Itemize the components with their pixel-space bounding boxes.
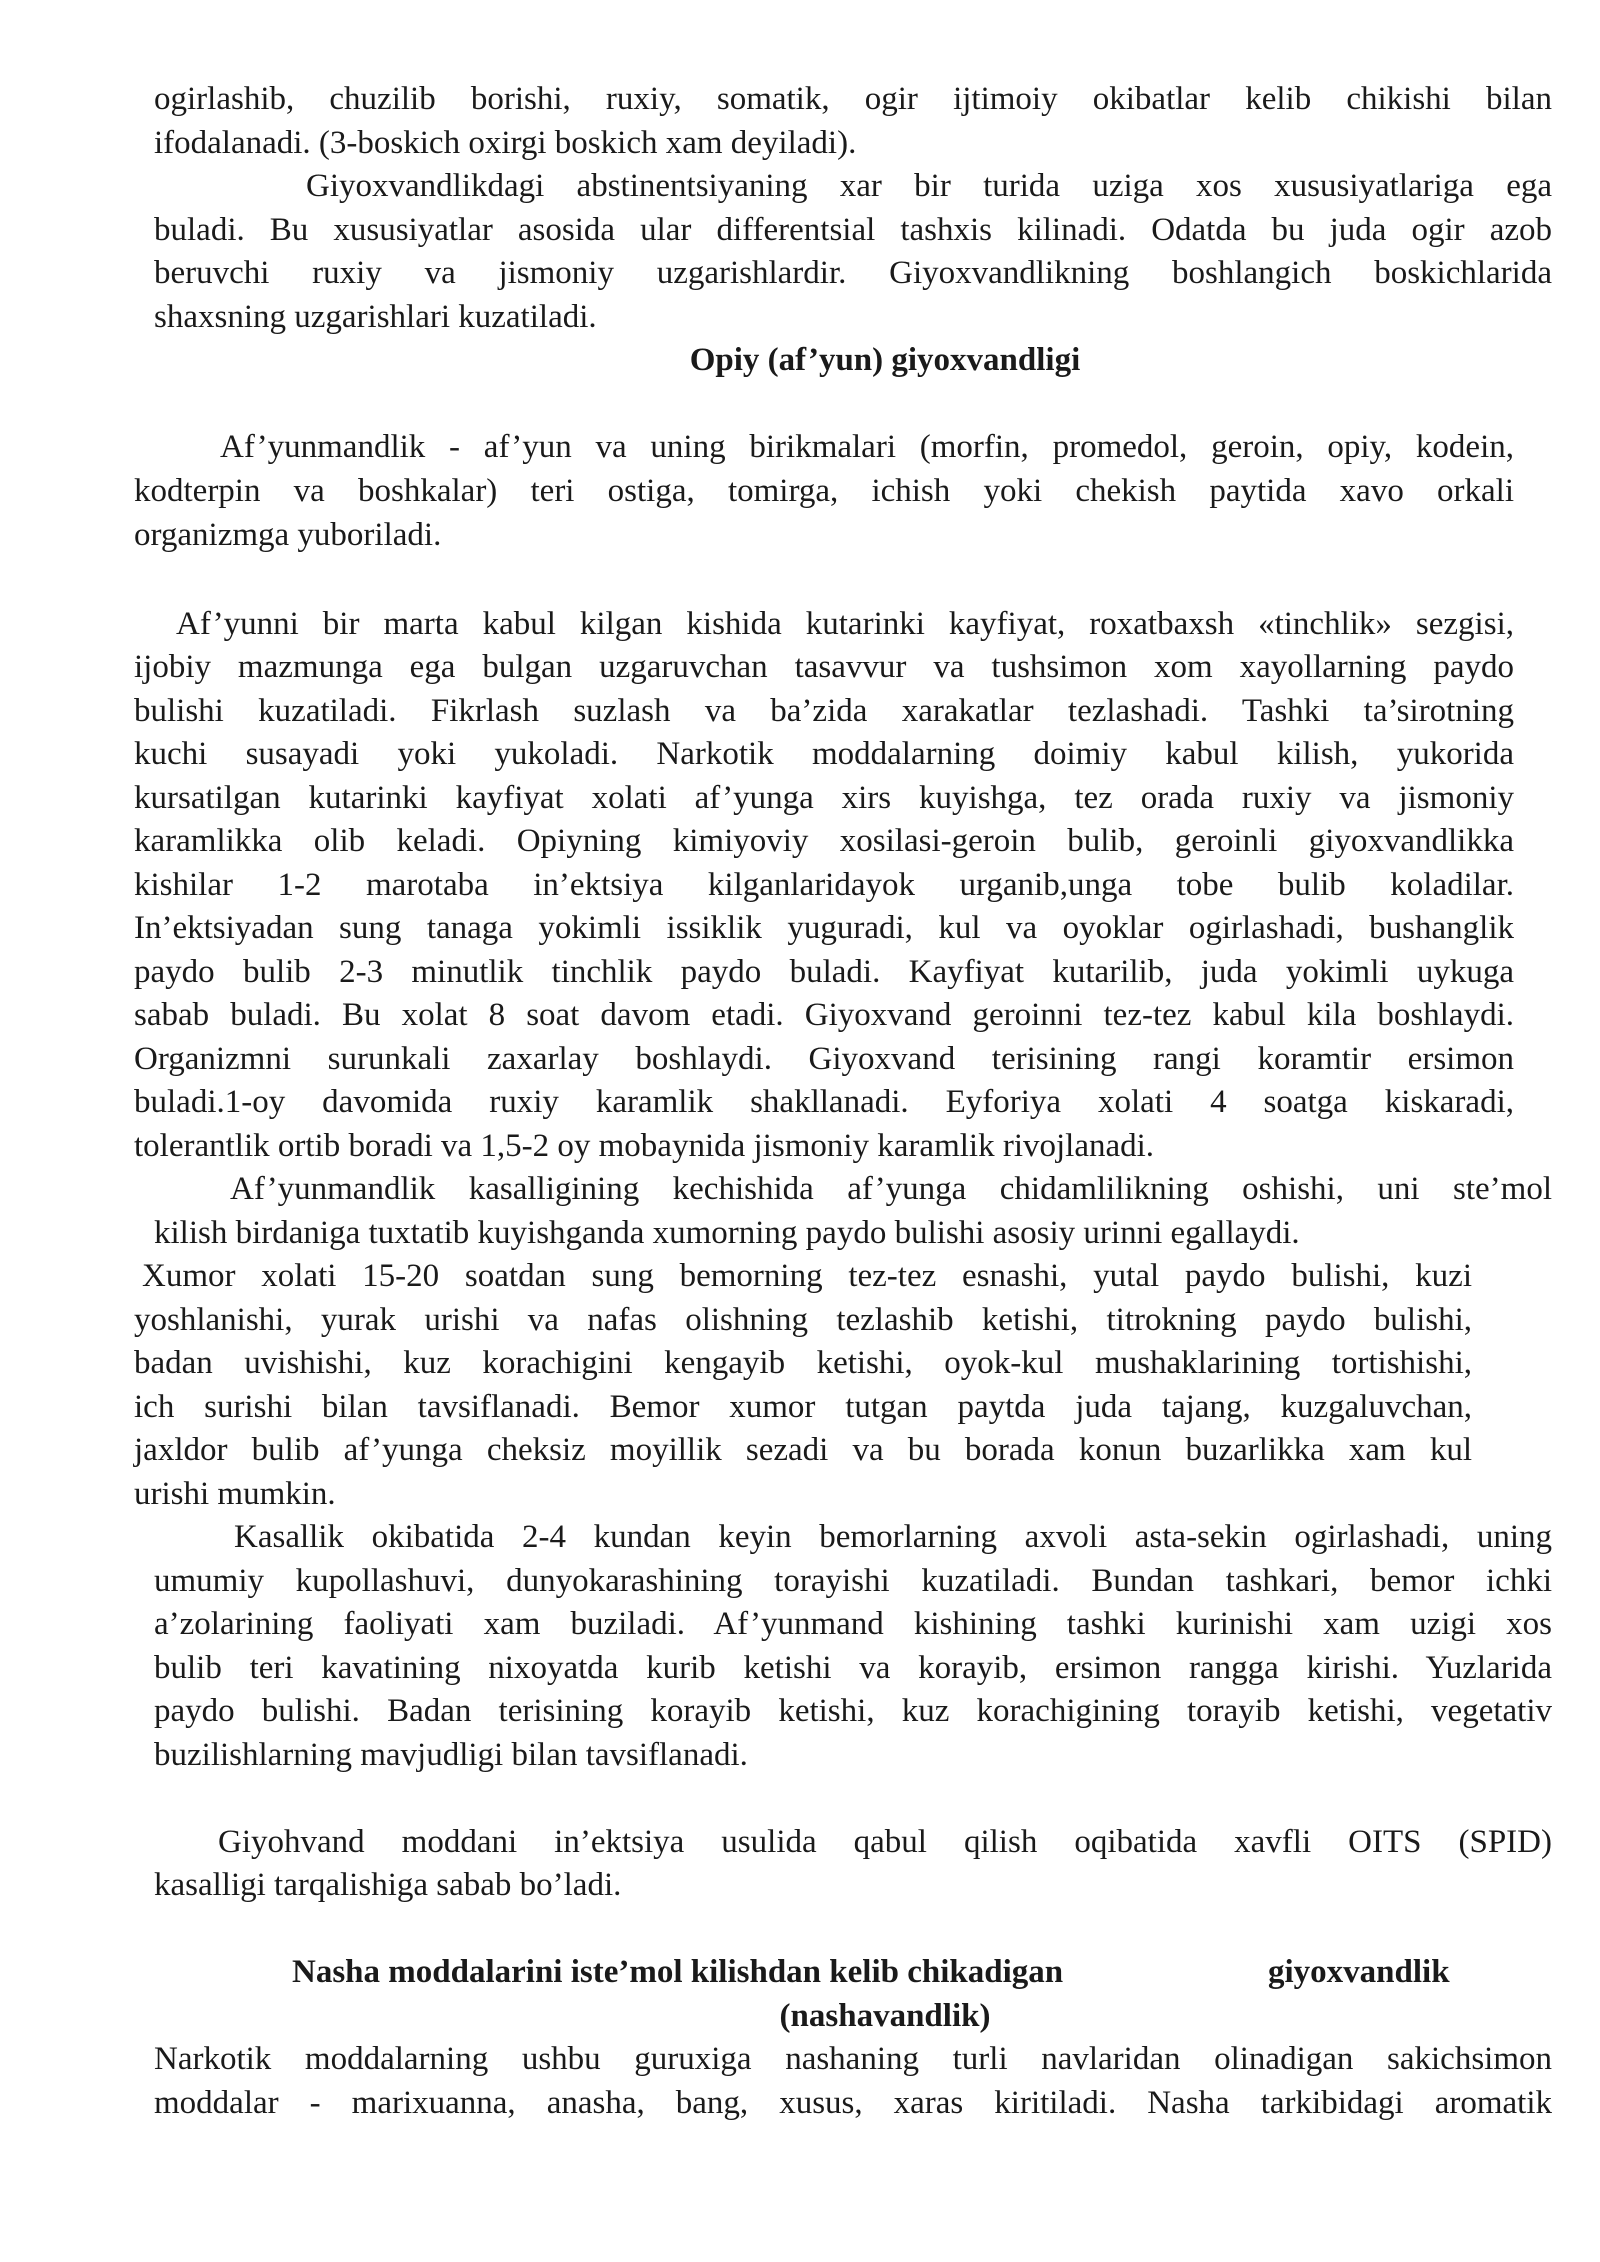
paragraph-4-line-7: kishilar 1-2 marotaba in’ektsiya kilganlaridayok urganib,unga tobe bulib koladilar. xyxy=(134,867,1514,903)
paragraph-6-line-6: urishi mumkin. xyxy=(134,1476,336,1512)
paragraph-5-line-1: Af’yunmandlik kasalligining kechishida af’yunga chidamlilikning oshishi, uni ste’mol xyxy=(230,1171,1552,1207)
section-heading-opium: Opiy (af’yun) giyoxvandligi xyxy=(689,342,1081,378)
section-heading-cannabis-cont: giyoxvandlik xyxy=(1268,1954,1450,1990)
paragraph-6-line-1: Xumor xolati 15-20 soatdan sung bemorning tez-tez esnashi, yutal paydo bulishi, kuzi xyxy=(142,1258,1472,1294)
section-heading-cannabis: Nasha moddalarini iste’mol kilishdan kelib chikadigan xyxy=(292,1954,1064,1990)
paragraph-8-line-2: kasalligi tarqalishiga sabab bo’ladi. xyxy=(154,1867,622,1903)
paragraph-8-line-1: Giyohvand moddani in’ektsiya usulida qabul qilish oqibatida xavfli OITS (SPID) xyxy=(218,1824,1552,1860)
paragraph-4-line-3: bulishi kuzatiladi. Fikrlash suzlash va ba’zida xarakatlar tezlashadi. Tashki ta’sirotning xyxy=(134,693,1514,729)
paragraph-3-line-1: Af’yunmandlik - af’yun va uning birikmalari (morfin, promedol, geroin, opiy, kodein, xyxy=(220,429,1514,465)
paragraph-4-line-11: Organizmni surunkali zaxarlay boshlaydi. Giyoxvand terisining rangi koramtir ersimon xyxy=(134,1041,1514,1077)
paragraph-1-line-1: ogirlashib, chuzilib borishi, ruxiy, somatik, ogir ijtimoiy okibatlar kelib chikishi bilan xyxy=(154,81,1552,117)
paragraph-4-line-6: karamlikka olib keladi. Opiyning kimiyoviy xosilasi-geroin bulib, geroinli giyoxvandlikka xyxy=(134,823,1514,859)
paragraph-7-line-5: paydo bulishi. Badan terisining korayib ketishi, kuz korachigining torayib ketishi, vegetativ xyxy=(154,1693,1552,1729)
paragraph-6-line-2: yoshlanishi, yurak urishi va nafas olishning tezlashib ketishi, titrokning paydo bulishi, xyxy=(134,1302,1472,1338)
paragraph-4-line-1: Af’yunni bir marta kabul kilgan kishida kutarinki kayfiyat, roxatbaxsh «tinchlik» sezgisi, xyxy=(176,606,1514,642)
paragraph-3-line-3: organizmga yuboriladi. xyxy=(134,517,442,553)
paragraph-4-line-8: In’ektsiyadan sung tanaga yokimli issiklik yuguradi, kul va oyoklar ogirlashadi, bushanglik xyxy=(134,910,1514,946)
paragraph-4-line-13: tolerantlik ortib boradi va 1,5-2 oy mobaynida jismoniy karamlik rivojlanadi. xyxy=(134,1128,1155,1164)
paragraph-7-line-3: a’zolarining faoliyati xam buziladi. Af’yunmand kishining tashki kurinishi xam uzigi xos xyxy=(154,1606,1552,1642)
paragraph-2-line-4: shaxsning uzgarishlari kuzatiladi. xyxy=(154,299,597,335)
paragraph-4-line-9: paydo bulib 2-3 minutlik tinchlik paydo buladi. Kayfiyat kutarilib, juda yokimli uykuga xyxy=(134,954,1514,990)
paragraph-2-line-3: beruvchi ruxiy va jismoniy uzgarishlardir. Giyoxvandlikning boshlangich boskichlarida xyxy=(154,255,1552,291)
paragraph-3-line-2: kodterpin va boshkalar) teri ostiga, tomirga, ichish yoki chekish paytida xavo orkali xyxy=(134,473,1514,509)
paragraph-6-line-3: badan uvishishi, kuz korachigini kengayib ketishi, oyok-kul mushaklarining tortishishi, xyxy=(134,1345,1472,1381)
paragraph-4-line-4: kuchi susayadi yoki yukoladi. Narkotik moddalarning doimiy kabul kilish, yukorida xyxy=(134,736,1514,772)
paragraph-9-line-1: Narkotik moddalarning ushbu guruxiga nashaning turli navlaridan olinadigan sakichsimon xyxy=(154,2041,1552,2077)
paragraph-4-line-10: sabab buladi. Bu xolat 8 soat davom etadi. Giyoxvand geroinni tez-tez kabul kila boshlaydi. xyxy=(134,997,1514,1033)
paragraph-6-line-4: ich surishi bilan tavsiflanadi. Bemor xumor tutgan paytda juda tajang, kuzgaluvchan, xyxy=(134,1389,1472,1425)
paragraph-7-line-6: buzilishlarning mavjudligi bilan tavsiflanadi. xyxy=(154,1737,748,1773)
paragraph-4-line-2: ijobiy mazmunga ega bulgan uzgaruvchan tasavvur va tushsimon xom xayollarning paydo xyxy=(134,649,1514,685)
paragraph-7-line-1: Kasallik okibatida 2-4 kundan keyin bemorlarning axvoli asta-sekin ogirlashadi, uning xyxy=(234,1519,1552,1555)
section-heading-cannabis-subtitle: (nashavandlik) xyxy=(779,1998,991,2034)
paragraph-7-line-2: umumiy kupollashuvi, dunyokarashining torayishi kuzatiladi. Bundan tashkari, bemor ichki xyxy=(154,1563,1552,1599)
paragraph-9-line-2: moddalar - marixuanna, anasha, bang, xusus, xaras kiritiladi. Nasha tarkibidagi aromatik xyxy=(154,2085,1552,2121)
paragraph-4-line-5: kursatilgan kutarinki kayfiyat xolati af’yunga xirs kuyishga, tez orada ruxiy va jismoniy xyxy=(134,780,1514,816)
paragraph-2-line-1: Giyoxvandlikdagi abstinentsiyaning xar bir turida uziga xos xususiyatlariga ega xyxy=(306,168,1552,204)
paragraph-4-line-12: buladi.1-oy davomida ruxiy karamlik shakllanadi. Eyforiya xolati 4 soatga kiskaradi, xyxy=(134,1084,1514,1120)
paragraph-5-line-2: kilish birdaniga tuxtatib kuyishganda xumorning paydo bulishi asosiy urinni egallaydi. xyxy=(154,1215,1300,1251)
paragraph-1-line-2: ifodalanadi. (3-boskich oxirgi boskich xam deyiladi). xyxy=(154,125,857,161)
paragraph-7-line-4: bulib teri kavatining nixoyatda kurib ketishi va korayib, ersimon rangga kirishi. Yuzlarida xyxy=(154,1650,1552,1686)
paragraph-2-line-2: buladi. Bu xususiyatlar asosida ular differentsial tashxis kilinadi. Odatda bu juda ogir azob xyxy=(154,212,1552,248)
paragraph-6-line-5: jaxldor bulib af’yunga cheksiz moyillik sezadi va bu borada konun buzarlikka xam kul xyxy=(134,1432,1472,1468)
